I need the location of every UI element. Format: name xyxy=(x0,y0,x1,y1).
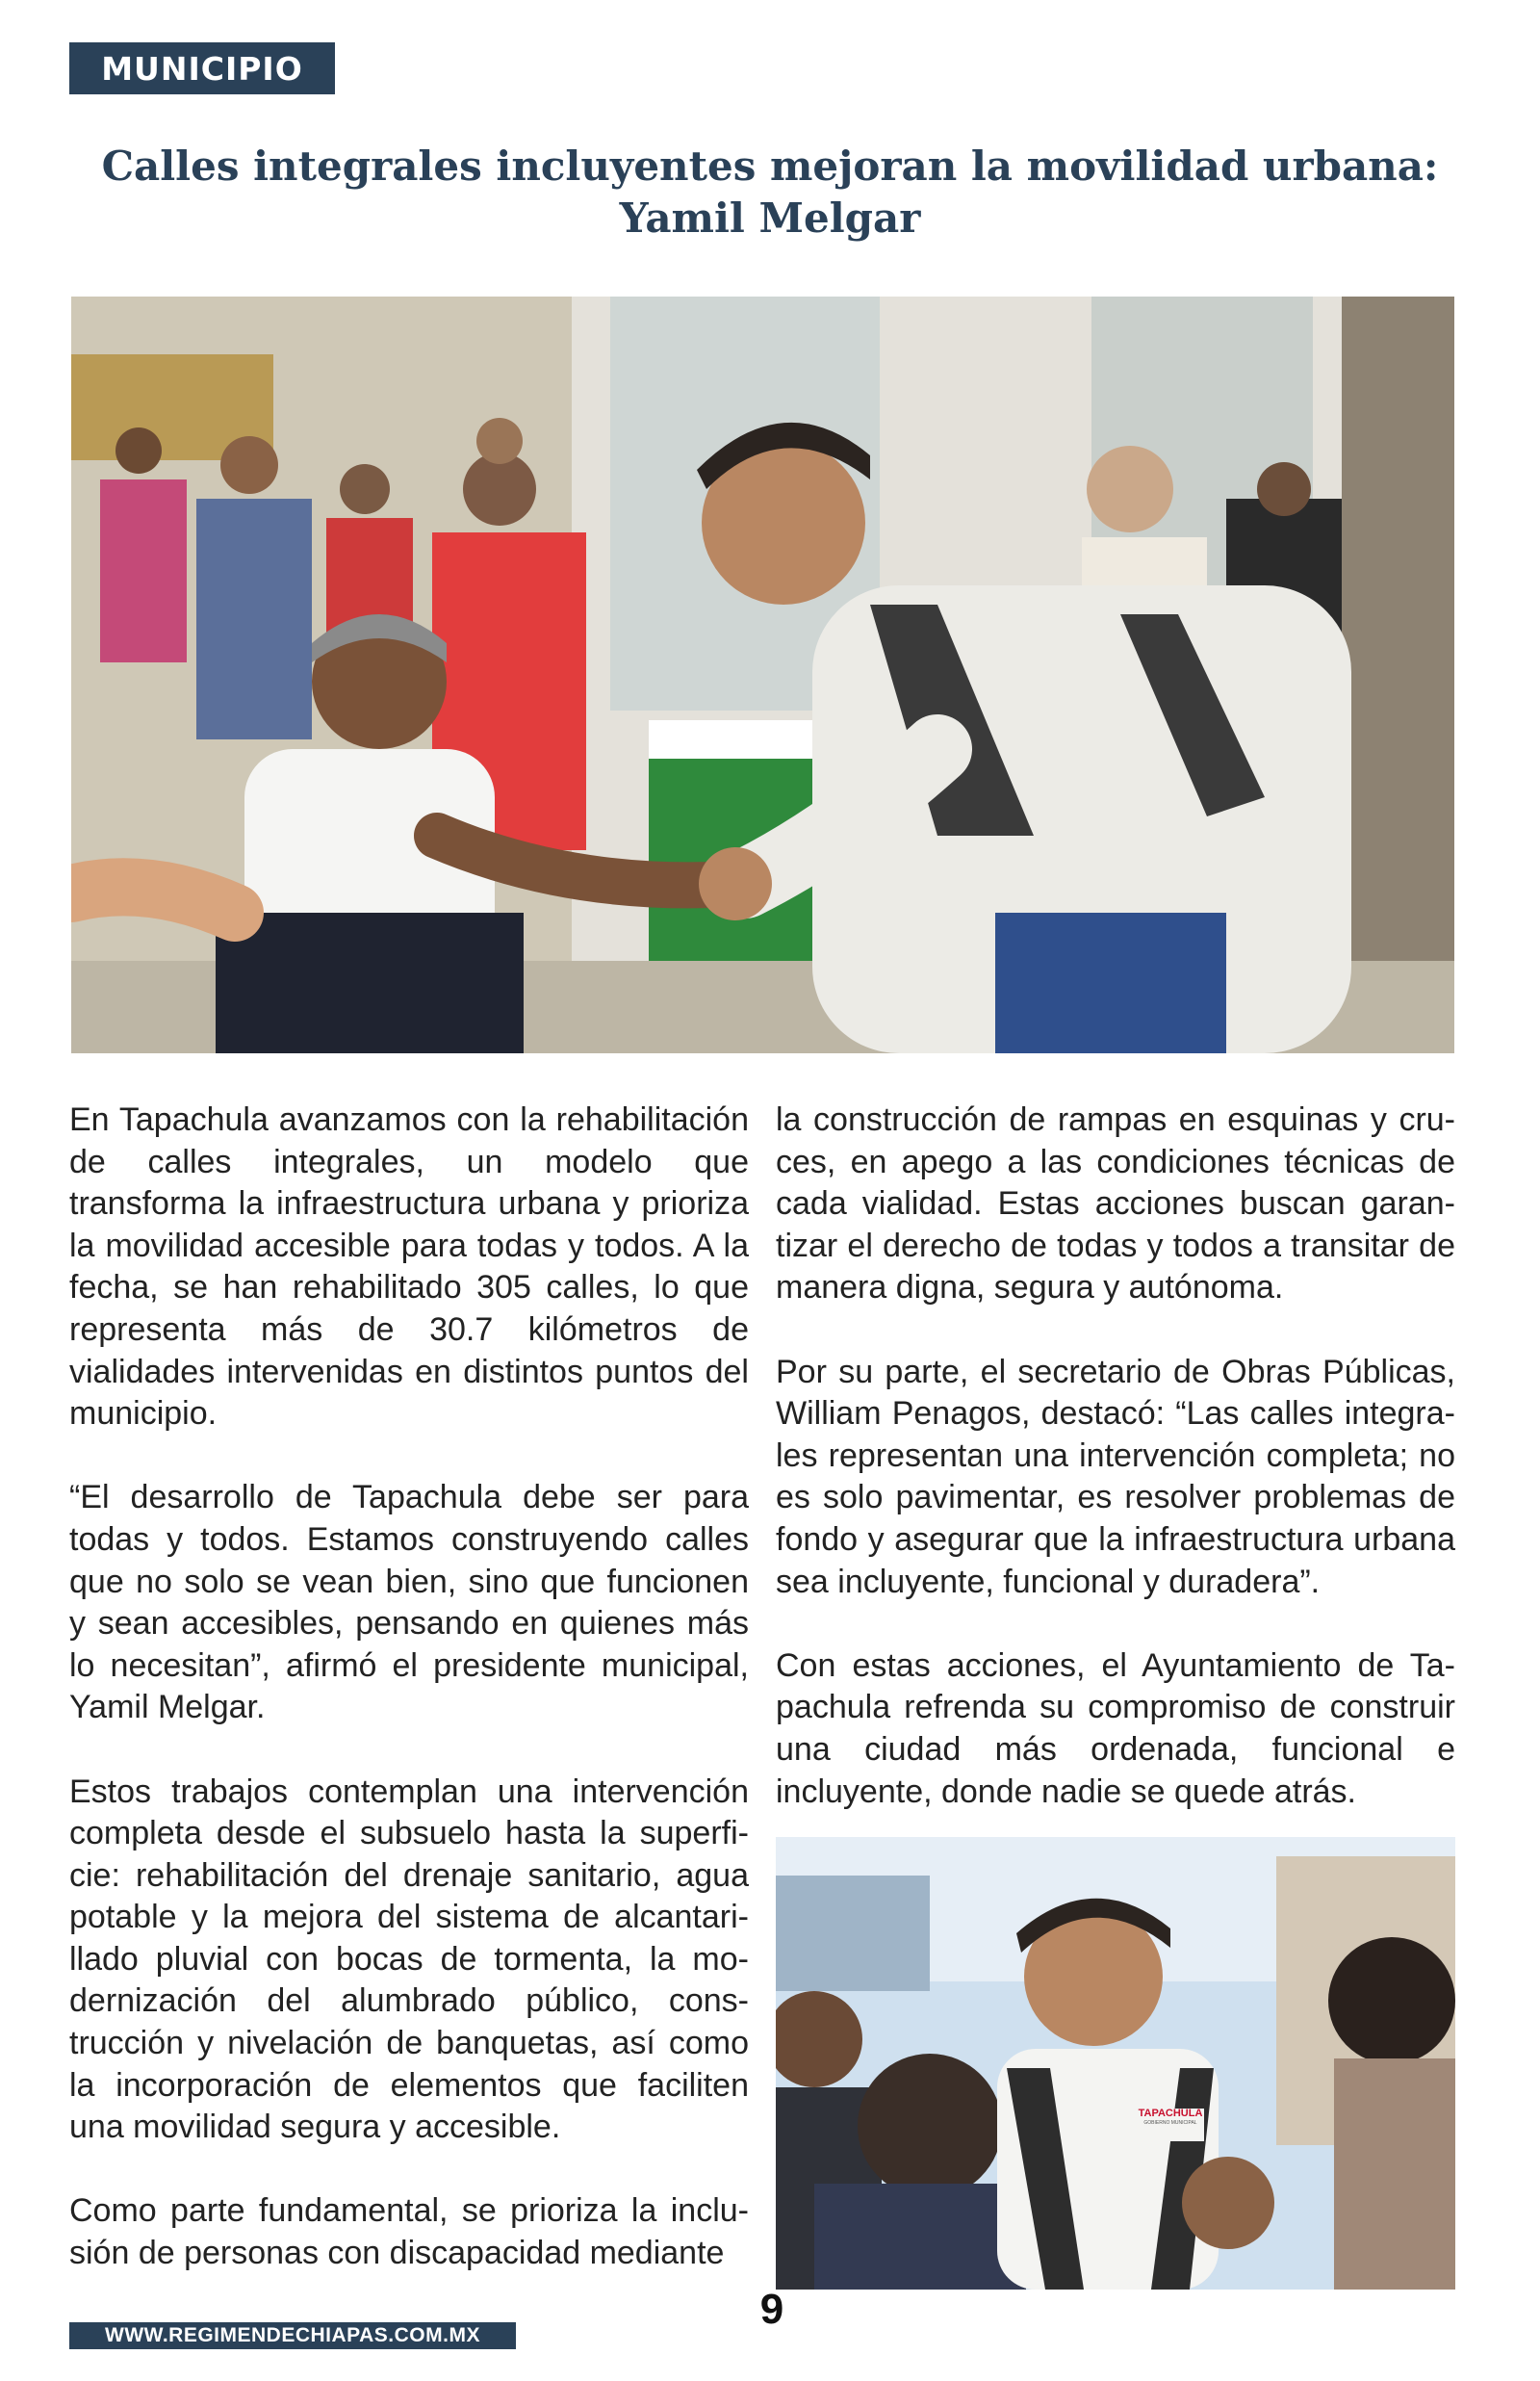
website-url[interactable]: WWW.REGIMENDECHIAPAS.COM.MX xyxy=(69,2322,516,2349)
vest-logo-text: TAPACHULA xyxy=(1138,2108,1203,2119)
article-paragraph: “El desarrollo de Tapachula debe ser para todas y todos. Estamos construyendo calles que no solo se vean bien, sino que funcionen y sean accesibles, pensando en quienes más lo necesitan”, afirmó el presidente municipal, Yamil Melgar. xyxy=(69,1479,749,1726)
section-tag: MUNICIPIO xyxy=(69,42,335,94)
main-photo xyxy=(71,297,1454,1053)
secondary-photo-illustration xyxy=(776,1837,1455,2290)
page-number: 9 xyxy=(759,2286,784,2333)
vest-logo xyxy=(1137,2109,1204,2126)
headline xyxy=(96,141,1444,245)
secondary-photo xyxy=(776,1837,1455,2290)
article-column-right xyxy=(776,1100,1455,1855)
article-paragraph: En Tapachula avanzamos con la rehabilitación de calles integrales, un modelo que transforma la infraestructura urbana y prioriza la movilidad accesible para todas y todos. A la fecha, se han rehabilitado 305 calles, lo que representa más de 30.7 kilómetros de vialidades intervenidas en distintos puntos del municipio. xyxy=(69,1101,749,1433)
headline-line-2: Yamil Melgar xyxy=(619,194,921,242)
article-paragraph: la construcción de rampas en esquinas y cruces, en apego a las condiciones técnicas de cada vialidad. Estas acciones buscan garantizar el derecho de todas y todos a transitar de manera digna, segura y autónoma. xyxy=(776,1101,1455,1307)
vest-logo-subtext: GOBIERNO MUNICIPAL xyxy=(1143,2120,1197,2126)
article-paragraph: Con estas acciones, el Ayuntamiento de Tapachula refrenda su compromiso de construir una ciudad más ordenada, funcional e incluyente, donde nadie se quede atrás. xyxy=(776,1646,1455,1810)
article-paragraph: Como parte fundamental, se prioriza la inclusión de personas con discapacidad mediante xyxy=(69,2192,749,2272)
headline-line-1: Calles integrales incluyentes mejoran la movilidad urbana: xyxy=(101,142,1439,190)
article-paragraph: Por su parte, el secretario de Obras Públicas, William Penagos, destacó: “Las calles integrales representan una intervención completa; no es solo pavimentar, es resolver problemas de fondo y asegurar que la infraestructura urbana sea incluyente, funcional y duradera”. xyxy=(776,1353,1455,1600)
article-paragraph: Estos trabajos contemplan una intervención completa desde el subsuelo hasta la superficie: rehabilitación del drenaje sanitario, agua potable y la mejora del sistema de alcantarillado pluvial con bocas de tormenta, la modernización del alumbrado público, construcción y nivelación de banquetas, así como la incorporación de elementos que faciliten una movilidad segura y accesible. xyxy=(69,1773,749,2146)
main-photo-illustration xyxy=(71,297,1454,1053)
article-column-left xyxy=(69,1100,749,2316)
